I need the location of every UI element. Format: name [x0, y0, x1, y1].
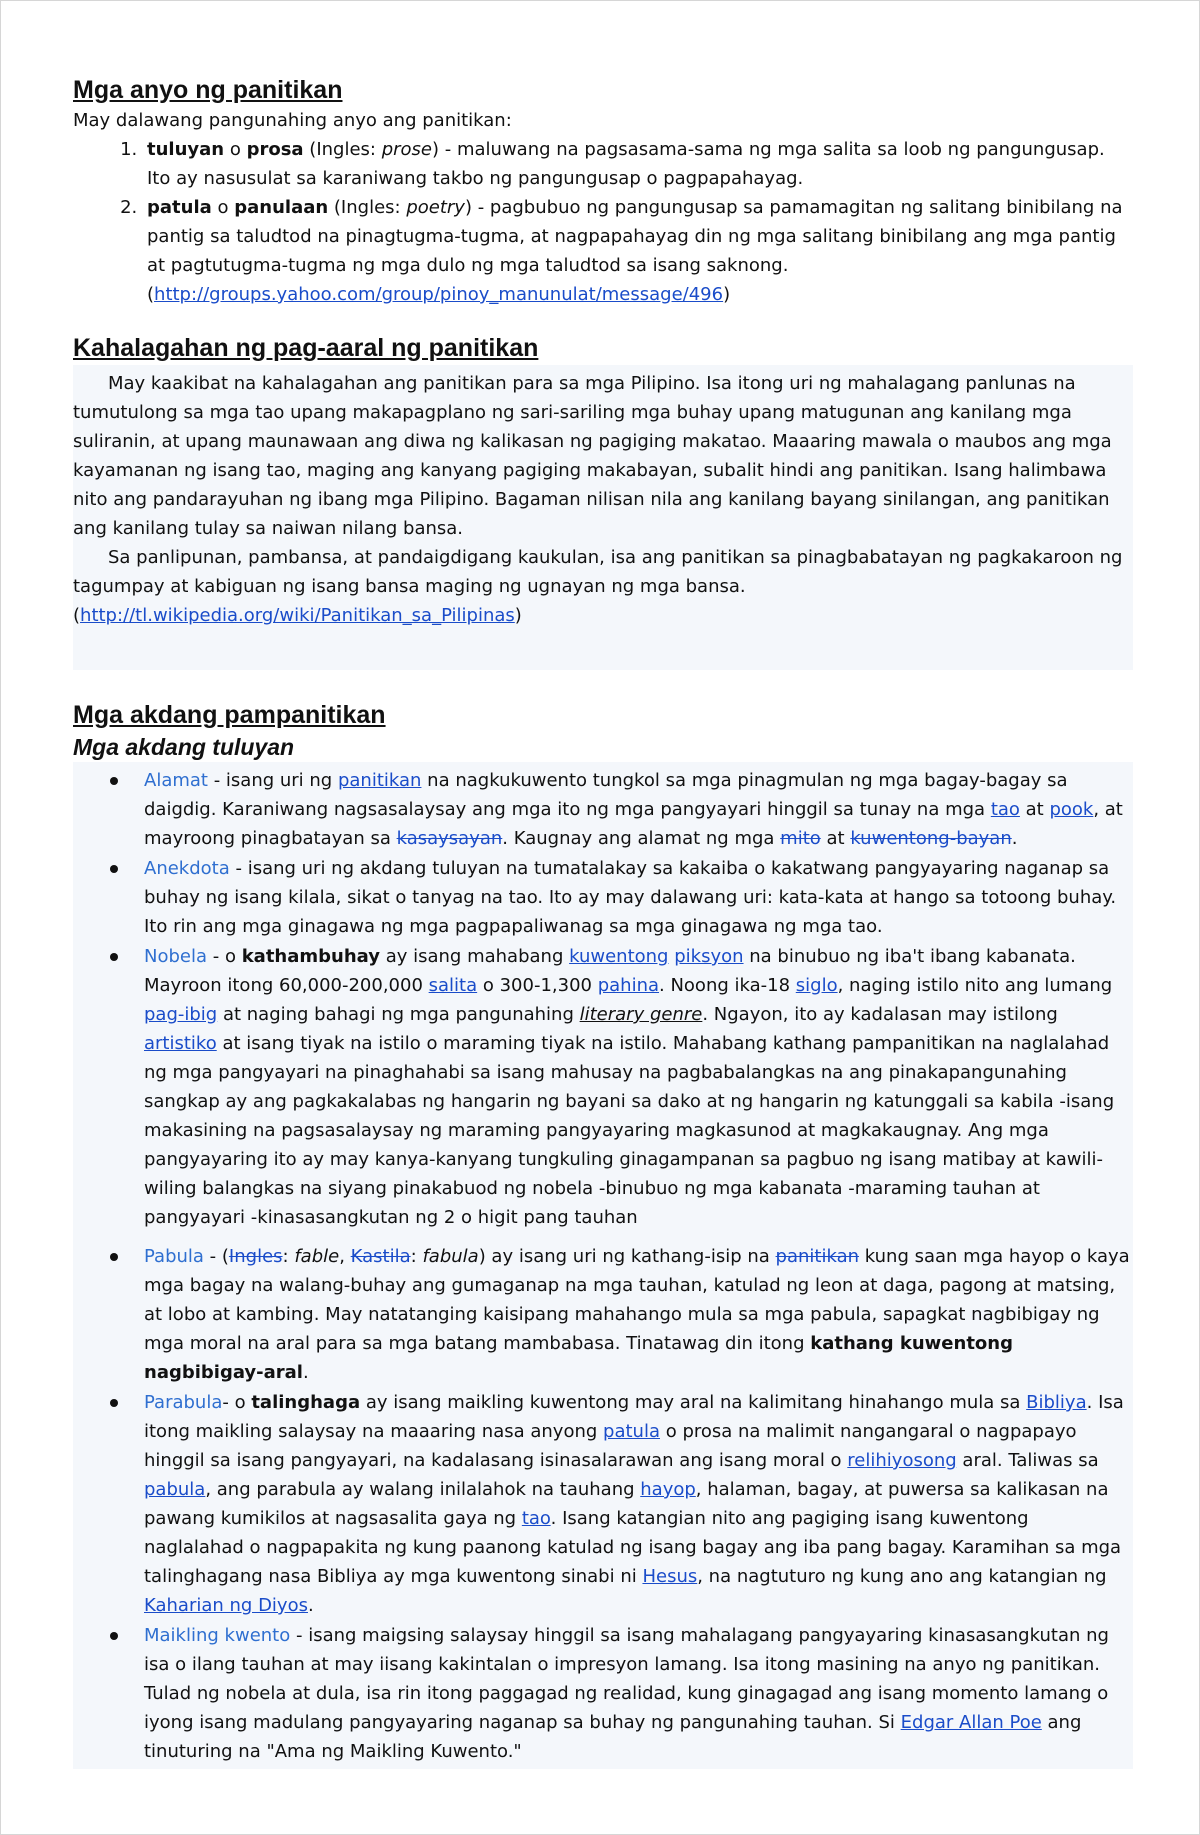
text: - isang maigsing salaysay hinggil sa isang mahalagang pangyayaring kinasasangkutan ng isa o ilang tauhan at may iisang kakintalan o impresyon lamang. Isa itong masining na anyo ng panitikan. Tulad ng nobela at dula, isa rin itong paggagad ng realidad, kung ginagagad ang isang momento lamang o iyong isang madulang pangyayaring naganap sa buhay ng pangunahing tauhan. Si [144, 1625, 1109, 1733]
section-title-kahalagahan: Kahalagahan ng pag-aaral ng panitikan [73, 334, 539, 362]
term-panulaan: panulaan [234, 197, 329, 218]
paren-open: ( [73, 605, 81, 626]
link-hesus[interactable]: Hesus [642, 1566, 698, 1587]
link-piksyon[interactable]: piksyon [674, 946, 744, 967]
term-alamat: Alamat [144, 770, 208, 791]
paren-open: ( [147, 284, 155, 305]
list-item-maikling-kwento [73, 1621, 1133, 1766]
link-literary-genre[interactable]: literary genre [579, 1004, 703, 1025]
english-suffix: ) [464, 197, 472, 218]
link-panitikan[interactable]: panitikan [775, 1246, 860, 1267]
text: at naging bahagi ng mga pangunahing [217, 1004, 580, 1025]
list-item-alamat [73, 766, 1133, 853]
text: at [820, 828, 851, 849]
english-prefix: (Ingles: [303, 139, 382, 160]
term-parabula: Parabula [144, 1392, 223, 1413]
list-item-pabula [73, 1242, 1133, 1387]
connector: o [211, 197, 235, 218]
link-tao[interactable]: tao [521, 1508, 551, 1529]
link-edgar-allan-poe[interactable]: Edgar Allan Poe [900, 1712, 1042, 1733]
bullet-icon [110, 953, 118, 961]
source-line [73, 601, 1133, 630]
section-anyo [73, 73, 1133, 309]
link-siglo[interactable]: siglo [795, 975, 838, 996]
section-title-akda: Mga akdang pampanitikan [73, 701, 386, 729]
text: ay isang mahabang [379, 946, 570, 967]
definition-text: - maluwang na pagsasama-sama ng mga salita sa loob ng pangungusap. Ito ay nasusulat sa karaniwang takbo ng pangungusap o pagpapahayag. [147, 139, 1105, 189]
paragraph-2: Sa panlipunan, pambansa, at pandaigdigang kaukulan, isa ang panitikan sa pinagbabatayan ng pagkakaroon ng tagumpay at kabiguan ng isang bansa maging ng ugnayan ng mga bansa. [73, 547, 1123, 597]
bullet-icon [110, 1632, 118, 1640]
text: o 300-1,300 [477, 975, 598, 996]
english-term: poetry [406, 197, 465, 218]
term-nobela: Nobela [144, 946, 208, 967]
connector: o [224, 139, 247, 160]
source-link-wikipedia[interactable]: http://tl.wikipedia.org/wiki/Panitikan_sa_Pilipinas [80, 605, 515, 626]
bullet-icon [110, 865, 118, 873]
document-content [73, 73, 1133, 1769]
text: - isang uri ng [207, 770, 338, 791]
term-kathang-kuwento: kathang kuwentong nagbibigay-aral [144, 1333, 1013, 1383]
text: o prosa na malimit nangangaral o nagpapayo hinggil sa isang pangyayari, na kadalasang isinasalarawan ang isang moral o [144, 1421, 1077, 1471]
text: - isang uri ng akdang tuluyan na tumatalakay sa kakaiba o kakatwang pangyayaring naganap sa buhay ng isang kilala, sikat o tanyag na tao. Ito ay may dalawang uri: kata-kata at hango sa totoong buhay. Ito rin ang mga ginagawa ng mga pagpapaliwanag sa mga ginagawa ng mga tao. [144, 858, 1117, 937]
text: at [1019, 799, 1050, 820]
text: na nagkukuwento tungkol sa mga pinagmulan ng mga bagay-bagay sa daigdig. Karaniwang nagsasalaysay ang mga ito ng mga pangyayari hinggil sa tunay na mga [144, 770, 1068, 820]
section-akda [73, 698, 1133, 1769]
list-item-anekdota [73, 854, 1133, 941]
term-prosa: prosa [246, 139, 304, 160]
link-pag-ibig[interactable]: pag-ibig [144, 1004, 218, 1025]
bullet-icon [110, 1253, 118, 1261]
text: - o [207, 946, 242, 967]
link-salita[interactable]: salita [428, 975, 478, 996]
section-title-anyo: Mga anyo ng panitikan [73, 76, 343, 104]
text: na binubuo ng iba't ibang kabanata. Mayroon itong 60,000-200,000 [144, 946, 1076, 996]
link-kuwentong[interactable]: kuwentong [569, 946, 669, 967]
text: kung saan mga hayop o kaya mga bagay na walang-buhay ang gumaganap na mga tauhan, katulad ng leon at daga, pagong at matsing, at lobo at kambing. May natatanging kaisipang mahahango mula sa mga pabula, sapagkat nagbibigay ng mga moral na aral para sa mga batang mambabasa. Tinatawag din itong [144, 1246, 1130, 1354]
link-mito[interactable]: mito [780, 828, 821, 849]
term-tuluyan: tuluyan [147, 139, 225, 160]
text: aral. Taliwas sa [956, 1450, 1099, 1471]
link-patula[interactable]: patula [603, 1421, 660, 1442]
text: . Isa itong maikling salaysay na maaaring nasa anyong [144, 1392, 1124, 1442]
link-pabula[interactable]: pabula [144, 1479, 206, 1500]
text: : [282, 1246, 295, 1267]
text: : [410, 1246, 423, 1267]
paragraph-1: May kaakibat na kahalagahan ang panitikan para sa mga Pilipino. Isa itong uri ng mahalagang panlunas na tumutulong sa mga tao upang makapagplano ng sari-sariling mga buhay upang matugunan ang kanilang mga suliranin, at upang maunawaan ang diwa ng kalikasan ng pagiging makatao. Maaaring mawala o maubos ang mga kayamanan ng isang tao, maging ang kanyang pagiging makabayan, subalit hindi ang panitikan. Isang halimbawa nito ang pandarayuhan ng ibang mga Pilipino. Bagaman nilisan nila ang kanilang bayang sinilangan, ang panitikan ang kanilang tulay sa naiwan nilang bansa. [73, 373, 1112, 539]
text: at isang tiyak na istilo o maraming tiyak na istilo. Mahabang kathang pampanitikan na naglalahad ng mga pangyayari na pinaghahabi sa isang mahusay na pagbabalangkas na ang pinakapangunahing sangkap ay ang pagkakalabas ng hangarin ng bayani sa dako at ng hangarin ng katunggali sa kabila -isang makasining na pagsasalaysay ng maraming pangyayaring magkasunod at magkakaugnay. Ang mga pangyayaring ito ay may kanya-kanyang tungkuling ginagampanan sa pagbuo ng isang matibay at kawili-wiling balangkas na siyang pinakabuod ng nobela -binubuo ng mga kabanata -maraming tauhan at pangyayari -kinasasangkutan ng 2 o higit pang tauhan [144, 1033, 1115, 1228]
term-maikling-kwento: Maikling kwento [144, 1625, 291, 1646]
text: . Kaugnay ang alamat ng mga [502, 828, 781, 849]
text: ay isang maikling kuwentong may aral na kalimitang hinahango mula sa [360, 1392, 1027, 1413]
english-prefix: (Ingles: [328, 197, 407, 218]
forms-list [73, 135, 1133, 309]
text: , ang parabula ay walang inilalahok na tauhang [205, 1479, 641, 1500]
text: . Isang katangian nito ang pagiging isang kuwentong naglalahad o nagpapakita ng kung paanong katulad ng isang bagay ang iba pang bagay. Karamihan sa mga talinghagang nasa Bibliya ay mga kuwentong sinabi ni [144, 1508, 1122, 1587]
text: , halaman, bagay, at puwersa sa kalikasan na pawang kumikilos at nagsasalita gaya ng [144, 1479, 1109, 1529]
text: ) ay isang uri ng kathang-isip na [478, 1246, 776, 1267]
paren-close: ) [514, 605, 522, 626]
paren-close: ) [723, 284, 731, 305]
link-kaharian-ng-diyos[interactable]: Kaharian ng Diyos [144, 1595, 308, 1616]
bullet-icon [110, 777, 118, 785]
text: . Noong ika-18 [659, 975, 796, 996]
kahalagahan-box [73, 365, 1133, 670]
definition-text: - pagbubuo ng pangungusap sa pamamagitan ng salitang binibilang na pantig sa taludtod na pinagtugma-tugma, at nagpapahayag din ng mga salitang binibilang ang mga pantig at pagtutugma-tugma ng mga dulo ng mga taludtod sa isang saknong. [147, 197, 1123, 276]
text: , naging istilo nito ang lumang [837, 975, 1113, 996]
link-relihiyosong[interactable]: relihiyosong [847, 1450, 957, 1471]
subsection-title: Mga akdang tuluyan [73, 734, 295, 760]
text: . [302, 1362, 309, 1383]
source-link-yahoo[interactable]: http://groups.yahoo.com/group/pinoy_manunulat/message/496 [154, 284, 724, 305]
link-tao[interactable]: tao [990, 799, 1020, 820]
term-patula: patula [147, 197, 212, 218]
text: , [339, 1246, 351, 1267]
bullet-icon [110, 1399, 118, 1407]
english-term: prose [381, 139, 433, 160]
list-item-parabula [73, 1388, 1133, 1620]
text: - o [222, 1392, 252, 1413]
link-bibliya[interactable]: Bibliya [1026, 1392, 1087, 1413]
text: , at mayroong pinagbatayan sa [144, 799, 1123, 849]
link-artistiko[interactable]: artistiko [144, 1033, 217, 1054]
section-kahalagahan [73, 331, 1133, 670]
english-suffix: ) [432, 139, 440, 160]
term-pabula: Pabula [144, 1246, 204, 1267]
term-fable: fable [294, 1246, 340, 1267]
term-talinghaga: talinghaga [251, 1392, 361, 1413]
term-anekdota: Anekdota [144, 858, 230, 879]
list-item-nobela [73, 942, 1133, 1232]
link-hayop[interactable]: hayop [640, 1479, 696, 1500]
link-ingles[interactable]: Ingles [228, 1246, 283, 1267]
link-pook[interactable]: pook [1049, 799, 1094, 820]
link-pahina[interactable]: pahina [597, 975, 660, 996]
link-kuwentong-bayan[interactable]: kuwentong-bayan [850, 828, 1012, 849]
term-fabula: fabula [422, 1246, 479, 1267]
link-kasaysayan[interactable]: kasaysayan [396, 828, 503, 849]
text: . [1011, 828, 1018, 849]
text: . Ngayon, ito ay kadalasan may istilong [702, 1004, 1058, 1025]
section-intro: May dalawang pangunahing anyo ang panitikan: [73, 110, 512, 131]
text: , na nagtuturo ng kung ano ang katangian ng [697, 1566, 1107, 1587]
works-list [73, 762, 1133, 1769]
list-item-patula [143, 193, 1133, 309]
list-item-tuluyan [143, 135, 1133, 193]
text: . [307, 1595, 314, 1616]
link-kastila[interactable]: Kastila [350, 1246, 411, 1267]
text: ang tinuturing na "Ama ng Maikling Kuwento." [144, 1712, 1082, 1762]
term-kathambuhay: kathambuhay [241, 946, 380, 967]
text: - ( [203, 1246, 229, 1267]
link-panitikan[interactable]: panitikan [337, 770, 422, 791]
